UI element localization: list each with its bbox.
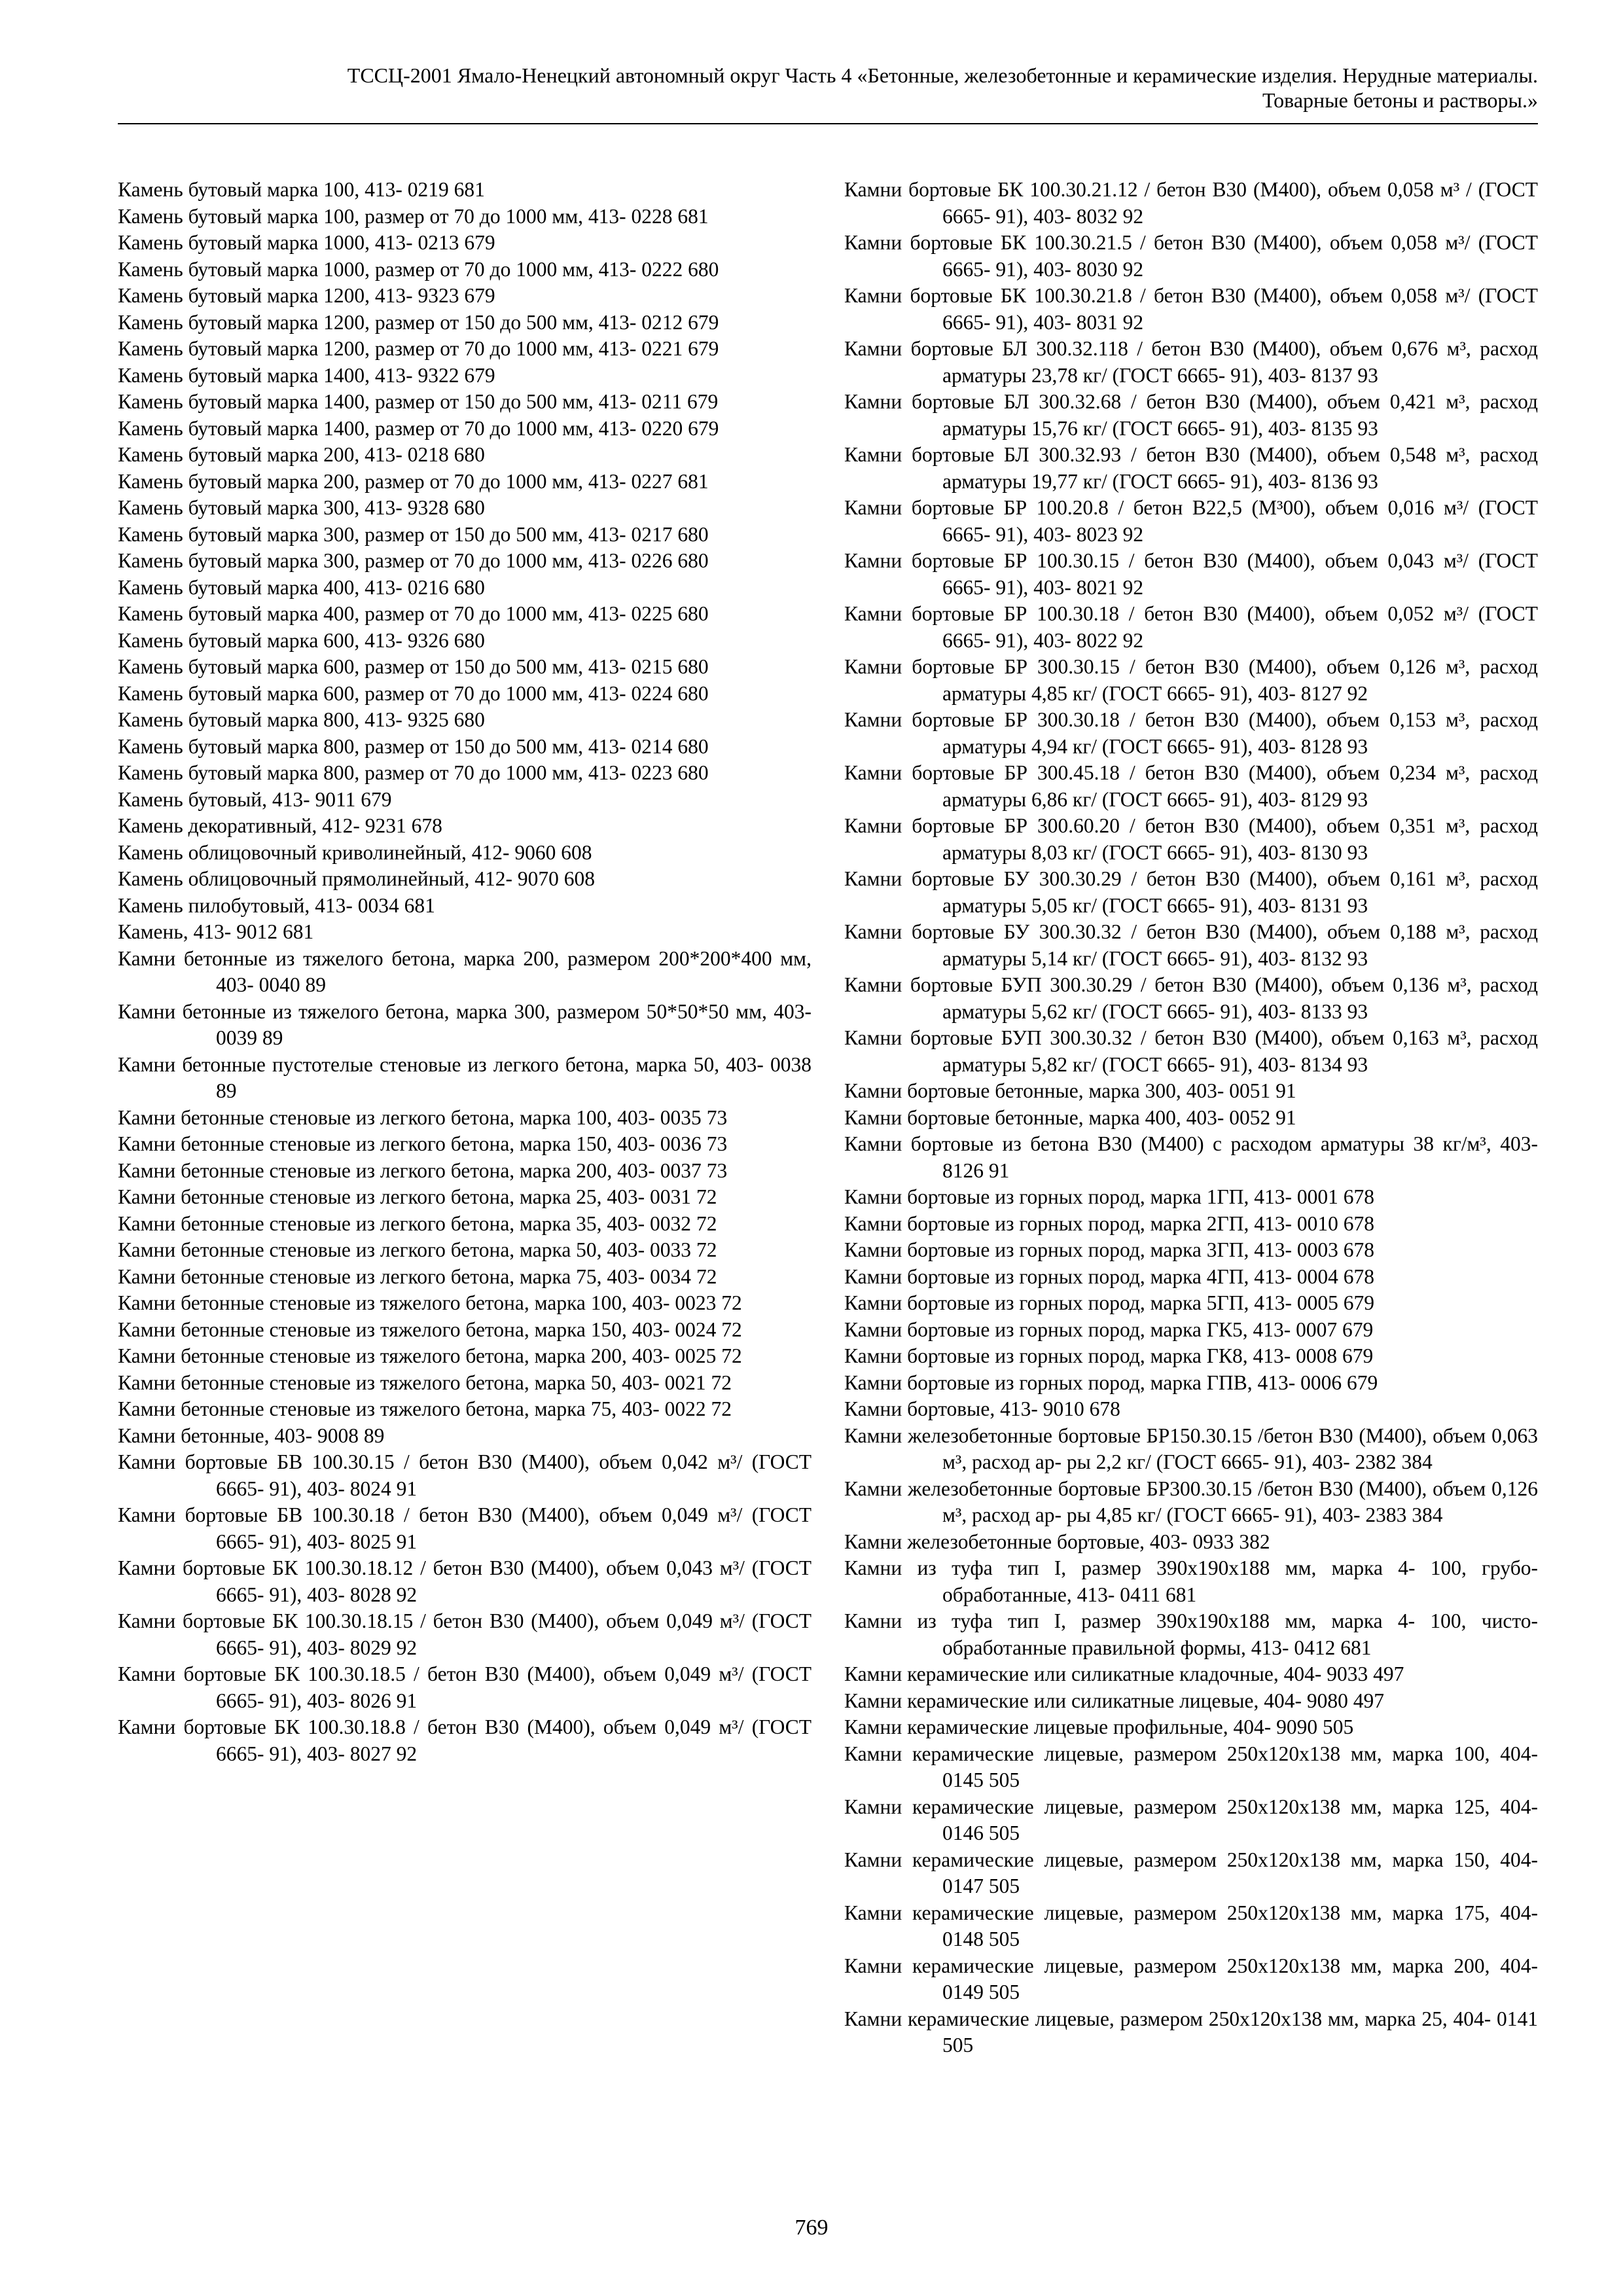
index-entry-text: Камни бортовые БР 300.60.20 / бетон В30 (М400), объем 0,351 м³, расход арматуры 8,03 кг/ (ГОСТ 6665- 91), 403- 8130 [844, 814, 1538, 864]
index-entry-page: 73 [706, 1105, 728, 1129]
index-column-right [844, 177, 1538, 2059]
index-entry [118, 919, 812, 946]
index-entry [118, 1449, 812, 1502]
index-entry [844, 230, 1538, 283]
index-entry-text: Камень декоративный, 412- 9231 [118, 814, 406, 837]
index-entry-page: 679 [464, 284, 495, 307]
index-entry-page: 678 [1343, 1211, 1374, 1235]
index-entry-text: Камни бортовые БК 100.30.21.8 / бетон В30 (М400), объем 0,058 м³/ (ГОСТ 6665- 91), 403- 8031 [844, 284, 1538, 334]
index-entry-text: Камни из туфа тип I, размер 390х190х188 мм, марка 4- 100, грубо- обработанные, 413- 0411 [844, 1556, 1538, 1606]
index-entry-page: 680 [677, 549, 709, 572]
index-entry-text: Камни бетонные стеновые из легкого бетона, марка 75, 403- 0034 [118, 1265, 692, 1288]
index-entry-page: 91 [988, 1158, 1010, 1182]
index-entry-page: 680 [454, 628, 485, 652]
index-entry [844, 972, 1538, 1025]
index-entry [844, 1953, 1538, 2006]
index-entry [118, 1608, 812, 1661]
index-entry-text: Камень бутовый марка 1400, размер от 70 до 1000 мм, 413- 0220 [118, 416, 683, 440]
index-entry [118, 1105, 812, 1132]
index-entry-page: 680 [454, 443, 485, 466]
index-entry-text: Камни бортовые БУ 300.30.32 / бетон В30 (М400), объем 0,188 м³, расход арматуры 5,14 кг/ (ГОСТ 6665- 91), 403- 8132 [844, 920, 1538, 970]
index-entry [118, 1317, 812, 1344]
index-entry [844, 1025, 1538, 1078]
index-entry [844, 1741, 1538, 1794]
index-entry-text: Камни бортовые из горных пород, марка 3ГП, 413- 0003 [844, 1238, 1338, 1261]
index-entry [118, 495, 812, 522]
index-entry-text: Камни бортовые из горных пород, марка ГК5, 413- 0007 [844, 1318, 1338, 1341]
index-entry-text: Камень бутовый марка 1200, размер от 70 до 1000 мм, 413- 0221 [118, 337, 683, 360]
index-entry-page: 680 [677, 655, 709, 678]
index-entry [118, 813, 812, 840]
index-entry [844, 707, 1538, 760]
index-entry [118, 1052, 812, 1105]
index-entry-text: Камни бортовые БЛ 300.32.68 / бетон В30 (М400), объем 0,421 м³, расход арматуры 15,76 кг/ (ГОСТ 6665- 91), 403- 8135 [844, 390, 1538, 440]
index-entry-text: Камни бетонные стеновые из легкого бетона, марка 100, 403- 0035 [118, 1105, 702, 1129]
index-entry-page: 73 [706, 1132, 728, 1155]
index-entry-page: 505 [988, 1821, 1020, 1844]
index-entry-page: 680 [677, 602, 709, 625]
running-header-line-1: ТССЦ-2001 Ямало-Ненецкий автономный округ Часть 4 «Бетонные, железобетонные и керамические изделия. Нерудные материалы. [347, 63, 1538, 87]
index-entry-text: Камень бутовый марка 1200, 413- 9323 [118, 284, 459, 307]
index-entry-text: Камни бортовые БК 100.30.18.5 / бетон В30 (М400), объем 0,049 м³/ (ГОСТ 6665- 91), 403- 8026 [118, 1662, 812, 1712]
index-entry [844, 283, 1538, 336]
index-entry-page: 497 [1353, 1689, 1385, 1712]
index-entry [118, 389, 812, 416]
index-entry-text: Камень бутовый марка 600, размер от 150 до 500 мм, 413- 0215 [118, 655, 673, 678]
index-entry [118, 1343, 812, 1370]
index-entry-page: 73 [706, 1158, 728, 1182]
index-entry-page: 93 [1347, 893, 1368, 917]
index-entry-text: Камни железобетонные бортовые БР300.30.15 /бетон В30 (М400), объем 0,126 м³, расход ар- ры 4,85 кг/ (ГОСТ 6665- 91), 403- 2383 [844, 1477, 1538, 1526]
index-entry [118, 1396, 812, 1423]
index-entry-text: Камни бортовые бетонные, марка 300, 403- 0051 [844, 1079, 1271, 1102]
index-entry-text: Камни бетонные стеновые из тяжелого бетона, марка 150, 403- 0024 [118, 1318, 717, 1341]
index-entry-text: Камни керамические лицевые, размером 250х120х138 мм, марка 200, 404- 0149 [844, 1954, 1538, 2003]
index-entry [118, 628, 812, 655]
index-entry-page: 91 [396, 1477, 418, 1500]
index-entry-text: Камень бутовый марка 100, 413- 0219 [118, 178, 449, 201]
index-entry [844, 1317, 1538, 1344]
index-entry-page: 608 [563, 867, 595, 890]
index-entry-page: 679 [464, 363, 495, 387]
index-entry-text: Камень бутовый марка 1000, 413- 0213 [118, 231, 459, 254]
index-entry [844, 1237, 1538, 1264]
index-entry-page: 91 [396, 1530, 418, 1553]
index-entry-text: Камни керамические лицевые, размером 250х120х138 мм, марка 125, 404- 0146 [844, 1795, 1538, 1844]
index-entry-text: Камни железобетонные бортовые, 403- 0933 [844, 1530, 1234, 1553]
index-entry-page: 497 [1373, 1662, 1404, 1685]
index-entry-text: Камни бортовые БР 300.45.18 / бетон В30 (М400), объем 0,234 м³, расход арматуры 6,86 кг/ (ГОСТ 6665- 91), 403- 8129 [844, 761, 1538, 811]
index-entry [844, 1608, 1538, 1661]
index-entry-page: 92 [1122, 522, 1144, 546]
index-entry-text: Камни бортовые БУП 300.30.29 / бетон В30 (М400), объем 0,136 м³, расход арматуры 5,62 кг/ (ГОСТ 6665- 91), 403- 8133 [844, 973, 1538, 1023]
index-entry [844, 1184, 1538, 1211]
index-entry-page: 679 [1343, 1291, 1374, 1314]
index-entry-page: 92 [1122, 575, 1144, 599]
index-entry-text: Камень бутовый, 413- 9011 [118, 787, 356, 811]
index-entry [844, 1423, 1538, 1476]
index-entry-text: Камни бетонные стеновые из тяжелого бетона, марка 100, 403- 0023 [118, 1291, 717, 1314]
index-entry [118, 416, 812, 442]
index-entry-page: 681 [677, 469, 709, 493]
index-entry-page: 505 [1323, 1715, 1354, 1738]
index-entry [118, 1502, 812, 1555]
index-entry [844, 1555, 1538, 1608]
index-entry-page: 89 [363, 1424, 385, 1447]
index-entry [844, 1396, 1538, 1423]
index-entry [844, 336, 1538, 389]
index-entry [118, 1714, 812, 1767]
index-entry-page: 72 [711, 1371, 732, 1394]
index-entry-page: 72 [696, 1238, 717, 1261]
index-entry-page: 92 [396, 1636, 418, 1659]
index-entry [844, 760, 1538, 813]
index-entry-text: Камни бетонные из тяжелого бетона, марка 300, размером 50*50*50 мм, 403- 0039 [118, 999, 812, 1049]
index-entry [118, 707, 812, 734]
index-entry-page: 679 [687, 390, 719, 413]
index-entry [118, 230, 812, 257]
index-entry [118, 204, 812, 230]
index-entry-text: Камень бутовый марка 300, 413- 9328 [118, 496, 449, 519]
index-entry-text: Камень пилобутовый, 413- 0034 [118, 893, 399, 917]
index-entry-page: 92 [1122, 257, 1144, 281]
index-entry-page: 93 [1347, 999, 1368, 1023]
index-entry [118, 601, 812, 628]
index-entry-page: 681 [454, 178, 485, 201]
index-entry-text: Камни бортовые БК 100.30.18.15 / бетон В30 (М400), объем 0,049 м³/ (ГОСТ 6665- 91), 403- 8029 [118, 1609, 812, 1659]
index-entry-page: 505 [988, 1874, 1020, 1897]
index-entry [844, 177, 1538, 230]
index-entry-text: Камни бортовые БЛ 300.32.118 / бетон В30 (М400), объем 0,676 м³, расход арматуры 23,78 кг/ (ГОСТ 6665- 91), 403- 8137 [844, 337, 1538, 387]
index-entry-page: 678 [1089, 1397, 1120, 1420]
index-entry-text: Камни керамические лицевые профильные, 404- 9090 [844, 1715, 1318, 1738]
index-entry-text: Камень бутовый марка 400, 413- 0216 [118, 575, 449, 599]
index-entry [118, 469, 812, 495]
index-entry-text: Камни бетонные стеновые из легкого бетона, марка 50, 403- 0033 [118, 1238, 692, 1261]
index-entry [118, 946, 812, 999]
index-entry-text: Камни бетонные стеновые из тяжелого бетона, марка 75, 403- 0022 [118, 1397, 706, 1420]
index-entry-page: 93 [1347, 1052, 1368, 1076]
index-entry-text: Камни бортовые из горных пород, марка 2ГП, 413- 0010 [844, 1211, 1338, 1235]
index-entry-text: Камень бутовый марка 200, размер от 70 до 1000 мм, 413- 0227 [118, 469, 673, 493]
index-entry-page: 72 [721, 1344, 742, 1367]
running-header [118, 63, 1538, 113]
index-column-left [118, 177, 812, 1767]
index-entry [844, 1211, 1538, 1238]
index-entry-text: Камень, 413- 9012 [118, 920, 278, 943]
index-entry-text: Камни бетонные стеновые из легкого бетона, марка 35, 403- 0032 [118, 1211, 692, 1235]
index-entry-text: Камни керамические лицевые, размером 250х120х138 мм, марка 175, 404- 0148 [844, 1901, 1538, 1950]
index-entry-text: Камни бетонные из тяжелого бетона, марка 200, размером 200*200*400 мм, 403- 0040 [118, 946, 812, 996]
index-entry-text: Камни бортовые БЛ 300.32.93 / бетон В30 (М400), объем 0,548 м³, расход арматуры 19,77 кг/ (ГОСТ 6665- 91), 403- 8136 [844, 443, 1538, 493]
index-entry-page: 91 [396, 1689, 418, 1712]
index-entry-text: Камни бортовые из горных пород, марка 1ГП, 413- 0001 [844, 1185, 1338, 1208]
index-entry [118, 654, 812, 681]
index-entry-page: 93 [1347, 840, 1368, 864]
index-entry-text: Камни бетонные стеновые из легкого бетона, марка 25, 403- 0031 [118, 1185, 692, 1208]
index-entry [118, 893, 812, 920]
index-entry-page: 505 [988, 1768, 1020, 1791]
index-entry-page: 680 [688, 257, 719, 281]
index-entry-page: 72 [696, 1211, 717, 1235]
index-entry-text: Камни керамические лицевые, размером 250х120х138 мм, марка 100, 404- 0145 [844, 1742, 1538, 1791]
index-entry [844, 813, 1538, 866]
index-entry-page: 505 [988, 1928, 1020, 1950]
index-entry [844, 1290, 1538, 1317]
index-entry-text: Камень бутовый марка 1400, 413- 9322 [118, 363, 459, 387]
index-entry-text: Камни бортовые БР 100.30.15 / бетон В30 (М400), объем 0,043 м³/ (ГОСТ 6665- 91), 403- 8021 [844, 549, 1538, 599]
index-entry-text: Камни керамические лицевые, размером 250х120х138 мм, марка 25, 404- 0141 [844, 2007, 1538, 2030]
index-entry [844, 1370, 1538, 1397]
index-entry [118, 1264, 812, 1291]
index-entry [844, 1688, 1538, 1715]
index-entry [118, 1661, 812, 1714]
index-entry-page: 72 [711, 1397, 732, 1420]
index-entry-text: Камни бортовые БУ 300.30.29 / бетон В30 (М400), объем 0,161 м³, расход арматуры 5,05 кг/ (ГОСТ 6665- 91), 403- 8131 [844, 867, 1538, 917]
index-entry [844, 1105, 1538, 1132]
index-entry [844, 601, 1538, 654]
index-entry-text: Камни бортовые из горных пород, марка 5ГП, 413- 0005 [844, 1291, 1338, 1314]
index-entry [844, 1264, 1538, 1291]
index-entry-text: Камни бетонные стеновые из легкого бетона, марка 200, 403- 0037 [118, 1158, 702, 1182]
index-entry-text: Камни бортовые БВ 100.30.18 / бетон В30 (М400), объем 0,049 м³/ (ГОСТ 6665- 91), 403- 8025 [118, 1503, 812, 1553]
index-entry-text: Камни бетонные стеновые из тяжелого бетона, марка 50, 403- 0021 [118, 1371, 706, 1394]
index-entry-page: 89 [216, 1079, 237, 1102]
index-entry-text: Камни бортовые БР 300.30.18 / бетон В30 (М400), объем 0,153 м³, расход арматуры 4,94 кг/ (ГОСТ 6665- 91), 403- 8128 [844, 708, 1538, 758]
index-entry [118, 1370, 812, 1397]
index-entry [118, 866, 812, 893]
index-entry-page: 681 [404, 893, 435, 917]
index-entry-text: Камни керамические лицевые, размером 250х120х138 мм, марка 150, 404- 0147 [844, 1848, 1538, 1897]
index-entry-text: Камни бортовые БК 100.30.18.8 / бетон В30 (М400), объем 0,049 м³/ (ГОСТ 6665- 91), 403- 8027 [118, 1715, 812, 1765]
index-entry-page: 384 [1401, 1450, 1433, 1473]
index-entry-text: Камни бортовые БР 300.30.15 / бетон В30 (М400), объем 0,126 м³, расход арматуры 4,85 кг/ (ГОСТ 6665- 91), 403- 8127 [844, 655, 1538, 705]
index-entry [118, 336, 812, 363]
index-entry [118, 442, 812, 469]
index-entry [844, 1661, 1538, 1688]
index-entry [118, 310, 812, 336]
index-entry-page: 92 [396, 1583, 418, 1606]
index-entry-page: 680 [677, 681, 709, 705]
index-entry [118, 1184, 812, 1211]
index-entry-page: 91 [1275, 1079, 1296, 1102]
index-entry-page: 679 [688, 337, 719, 360]
index-entry-page: 72 [721, 1291, 742, 1314]
index-entry [844, 1131, 1538, 1184]
index-entry-page: 680 [677, 734, 709, 758]
index-entry-text: Камни бетонные стеновые из легкого бетона, марка 150, 403- 0036 [118, 1132, 702, 1155]
index-entry-page: 93 [1347, 946, 1368, 970]
index-entry [118, 548, 812, 575]
index-entry-text: Камни бортовые из горных пород, марка ГК8, 413- 0008 [844, 1344, 1338, 1367]
index-entry-text: Камень бутовый марка 800, размер от 150 до 500 мм, 413- 0214 [118, 734, 673, 758]
index-entry [844, 654, 1538, 707]
index-entry-text: Камни бортовые из горных пород, марка 4ГП, 413- 0004 [844, 1265, 1338, 1288]
index-entry-text: Камни бортовые из бетона В30 (М400) с расходом арматуры 38 кг/м³, 403- 8126 [844, 1132, 1538, 1182]
index-entry [118, 1211, 812, 1238]
index-entry [844, 495, 1538, 548]
index-entry-text: Камни бортовые БР 100.20.8 / бетон В22,5 (М³00), объем 0,016 м³/ (ГОСТ 6665- 91), 403- 8023 [844, 496, 1538, 546]
index-entry-text: Камни бортовые БВ 100.30.15 / бетон В30 (М400), объем 0,042 м³/ (ГОСТ 6665- 91), 403- 8024 [118, 1450, 812, 1500]
index-entry-page: 505 [942, 2034, 974, 2056]
index-entry-page: 92 [1122, 628, 1144, 652]
index-entry-text: Камень бутовый марка 200, 413- 0218 [118, 443, 449, 466]
index-entry-text: Камни железобетонные бортовые БР150.30.15 /бетон В30 (М400), объем 0,063 м³, расход ар- ры 2,2 кг/ (ГОСТ 6665- 91), 403- 2382 [844, 1424, 1538, 1473]
index-entry-page: 680 [454, 496, 485, 519]
index-entry-text: Камень бутовый марка 400, размер от 70 до 1000 мм, 413- 0225 [118, 602, 673, 625]
running-header-line-2: Товарные бетоны и растворы.» [1262, 88, 1538, 112]
index-entry-text: Камни керамические или силикатные лицевые, 404- 9080 [844, 1689, 1348, 1712]
index-entry-page: 93 [1347, 787, 1368, 811]
index-entry [118, 840, 812, 867]
index-entry-text: Камни бортовые БК 100.30.18.12 / бетон В30 (М400), объем 0,043 м³/ (ГОСТ 6665- 91), 403- 8028 [118, 1556, 812, 1606]
index-entry [118, 1158, 812, 1185]
index-entry-page: 680 [677, 761, 709, 784]
index-entry-text: Камень бутовый марка 800, 413- 9325 [118, 708, 449, 731]
index-entry [118, 522, 812, 548]
index-entry-page: 92 [1122, 310, 1144, 334]
index-entry-page: 93 [1357, 416, 1378, 440]
index-entry-page: 93 [1357, 469, 1378, 493]
index-entry-page: 680 [454, 708, 485, 731]
index-entry [844, 442, 1538, 495]
index-entry-text: Камни керамические или силикатные кладочные, 404- 9033 [844, 1662, 1368, 1685]
index-entry-text: Камни бортовые БК 100.30.21.5 / бетон В30 (М400), объем 0,058 м³/ (ГОСТ 6665- 91), 403- 8030 [844, 231, 1538, 281]
index-entry [844, 866, 1538, 919]
index-entry-text: Камень бутовый марка 600, 413- 9326 [118, 628, 449, 652]
index-entry-text: Камни бортовые, 413- 9010 [844, 1397, 1084, 1420]
index-entry-text: Камни бортовые бетонные, марка 400, 403- 0052 [844, 1105, 1271, 1129]
index-entry-page: 678 [1343, 1265, 1374, 1288]
index-entry [118, 734, 812, 761]
index-entry-text: Камни бортовые из горных пород, марка ГПВ, 413- 0006 [844, 1371, 1342, 1394]
index-entry [844, 1847, 1538, 1900]
index-entry-page: 89 [305, 973, 326, 996]
index-entry [118, 575, 812, 601]
index-entry-text: Камни бортовые БУП 300.30.32 / бетон В30 (М400), объем 0,163 м³, расход арматуры 5,82 кг/ (ГОСТ 6665- 91), 403- 8134 [844, 1026, 1538, 1076]
index-entry [118, 283, 812, 310]
index-entry [118, 1131, 812, 1158]
index-entry-page: 679 [361, 787, 392, 811]
index-entry-text: Камни бетонные стеновые из тяжелого бетона, марка 200, 403- 0025 [118, 1344, 717, 1367]
index-entry [844, 1529, 1538, 1556]
index-entry-page: 679 [688, 310, 719, 334]
index-entry-page: 384 [1412, 1503, 1443, 1526]
index-entry [118, 177, 812, 204]
index-entry-page: 382 [1239, 1530, 1270, 1553]
index-entry-text: Камень бутовый марка 1400, размер от 150 до 500 мм, 413- 0211 [118, 390, 683, 413]
index-entry [118, 681, 812, 708]
page-number: 769 [794, 2215, 829, 2240]
index-entry-text: Камень облицовочный прямолинейный, 412- 9070 [118, 867, 559, 890]
index-entry [118, 257, 812, 283]
index-entry-page: 92 [1347, 681, 1368, 705]
index-entry [118, 999, 812, 1052]
index-entry-text: Камни бетонные пустотелые стеновые из легкого бетона, марка 50, 403- 0038 [118, 1052, 812, 1076]
index-entry-page: 680 [454, 575, 485, 599]
index-entry [844, 548, 1538, 601]
index-entry-text: Камень бутовый марка 1000, размер от 70 до 1000 мм, 413- 0222 [118, 257, 683, 281]
index-entry [844, 1794, 1538, 1847]
index-entry-text: Камни бетонные, 403- 9008 [118, 1424, 359, 1447]
index-entry [118, 1290, 812, 1317]
index-entry [844, 1476, 1538, 1529]
index-entry [118, 1555, 812, 1608]
index-entry-page: 89 [262, 1026, 283, 1049]
index-entry-text: Камень бутовый марка 300, размер от 150 до 500 мм, 413- 0217 [118, 522, 673, 546]
index-entry [118, 1423, 812, 1450]
index-entry-page: 678 [1343, 1238, 1374, 1261]
index-entry [118, 787, 812, 814]
index-entry-page: 93 [1347, 734, 1368, 758]
index-entry [118, 363, 812, 389]
index-entry-text: Камень бутовый марка 300, размер от 70 до 1000 мм, 413- 0226 [118, 549, 673, 572]
index-entry-text: Камень бутовый марка 600, размер от 70 до 1000 мм, 413- 0224 [118, 681, 673, 705]
index-entry-page: 681 [1165, 1583, 1197, 1606]
index-entry [118, 1237, 812, 1264]
index-entry-page: 679 [1346, 1371, 1378, 1394]
index-entry-page: 92 [396, 1742, 418, 1765]
index-entry-page: 681 [677, 204, 709, 228]
index-entry-page: 679 [688, 416, 719, 440]
index-entry-page: 92 [1122, 204, 1144, 228]
index-entry-page: 681 [1340, 1636, 1372, 1659]
index-entry-text: Камень облицовочный криволинейный, 412- 9060 [118, 840, 556, 864]
index-entry-text: Камни из туфа тип I, размер 390х190х188 мм, марка 4- 100, чисто- обработанные правильной формы, 413- 0412 [844, 1609, 1538, 1659]
index-entry-text: Камень бутовый марка 1200, размер от 150 до 500 мм, 413- 0212 [118, 310, 683, 334]
index-entry-text: Камень бутовый марка 100, размер от 70 до 1000 мм, 413- 0228 [118, 204, 673, 228]
index-entry-page: 679 [1342, 1318, 1374, 1341]
index-entry-text: Камни бортовые БР 100.30.18 / бетон В30 (М400), объем 0,052 м³/ (ГОСТ 6665- 91), 403- 8022 [844, 602, 1538, 652]
index-entry-page: 679 [464, 231, 495, 254]
index-entry-page: 678 [411, 814, 442, 837]
index-entry-text: Камни бортовые БК 100.30.21.12 / бетон В30 (М400), объем 0,058 м³ / (ГОСТ 6665- 91), 403- 8032 [844, 178, 1538, 228]
index-entry-page: 678 [1343, 1185, 1374, 1208]
header-divider [118, 123, 1538, 124]
index-entry [844, 1900, 1538, 1953]
index-entry [118, 760, 812, 787]
index-entry-page: 72 [721, 1318, 742, 1341]
index-entry-page: 72 [696, 1265, 717, 1288]
index-entry-page: 505 [988, 1981, 1020, 2003]
index-entry [844, 919, 1538, 972]
index-entry [844, 1343, 1538, 1370]
index-entry-page: 72 [696, 1185, 717, 1208]
index-entry-page: 679 [1342, 1344, 1374, 1367]
index-entry-text: Камень бутовый марка 800, размер от 70 до 1000 мм, 413- 0223 [118, 761, 673, 784]
index-entry-page: 93 [1357, 363, 1378, 387]
index-entry-page: 680 [677, 522, 709, 546]
index-entry [844, 1078, 1538, 1105]
index-entry-page: 608 [561, 840, 592, 864]
index-entry [844, 389, 1538, 442]
index-entry [844, 2006, 1538, 2059]
index-entry-page: 91 [1275, 1105, 1296, 1129]
index-entry-page: 681 [282, 920, 314, 943]
index-entry [844, 1714, 1538, 1741]
